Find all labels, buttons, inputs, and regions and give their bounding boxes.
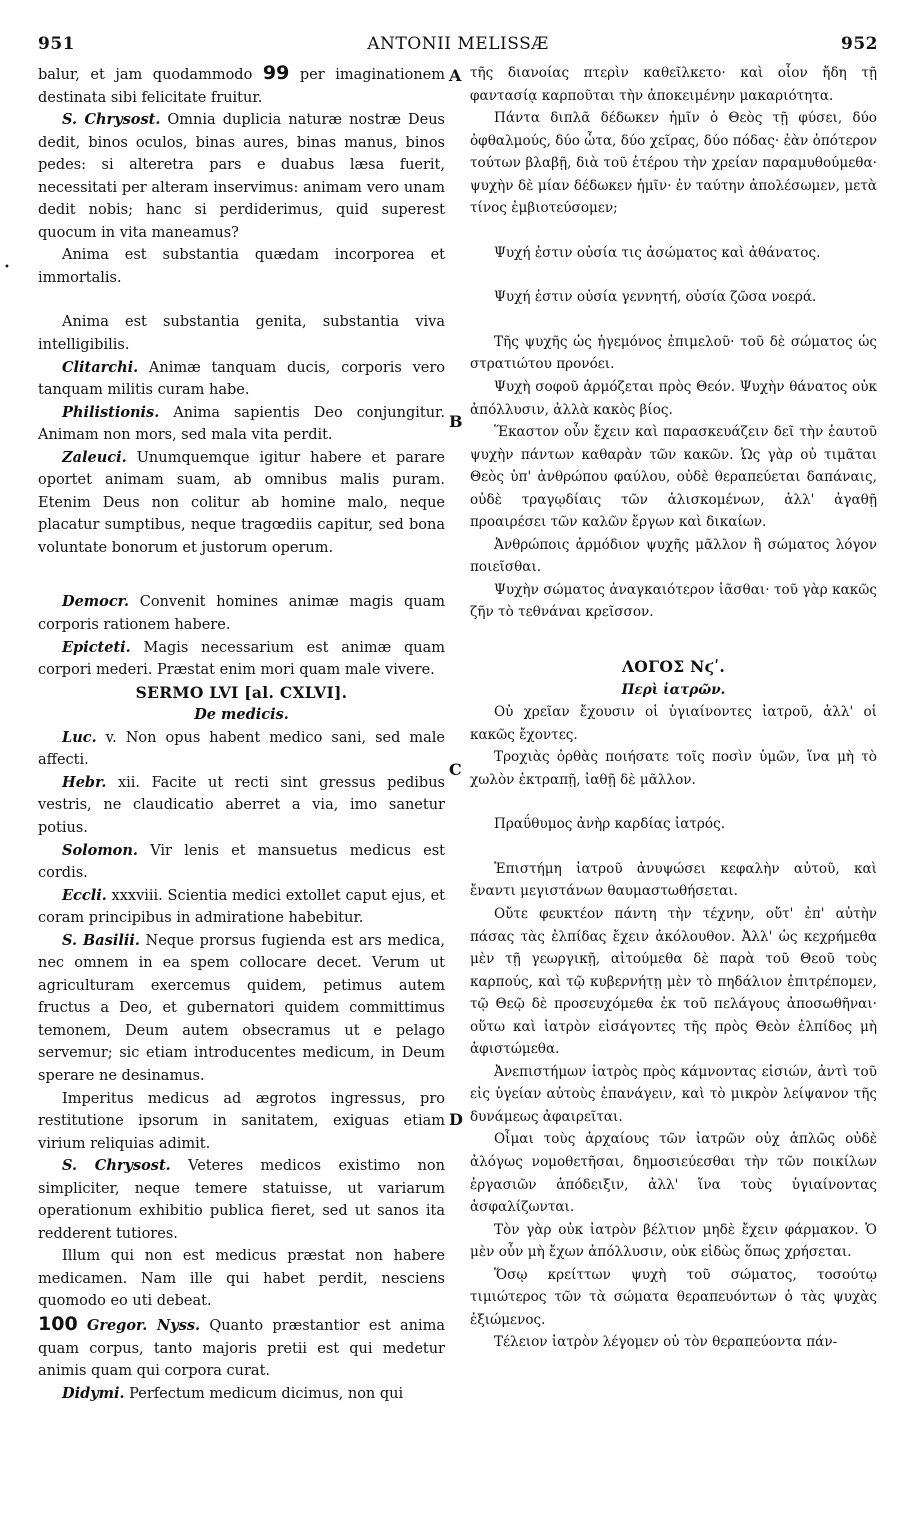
paragraph-clitarchi: Clitarchi. Animæ tanquam ducis, corporis vero tanquam militis curam habe. (38, 358, 446, 399)
logos-title: ΛΟΓΟΣ Νϛʹ. (621, 657, 726, 677)
margin-letter-d: D (449, 1110, 463, 1129)
greek-opening: τῆς διανοίας πτερὶν καθεῖλκετο· καὶ οἷον ἤδη τῇ φαντασίᾳ καρποῦται τὴν ἀποκειμένην μακαριότητα. (470, 65, 877, 104)
margin-letter-a: A (449, 66, 462, 85)
latin-column (38, 62, 445, 1405)
right-page-number: 952 (841, 34, 878, 54)
paragraph-didymi: Didymi. Perfectum medicum dicimus, non qui (62, 1384, 404, 1402)
left-page-number: 951 (38, 34, 75, 54)
greek-hoso: Ὅσῳ κρείττων ψυχὴ τοῦ σώματος, τοσούτῳ τιμιώτερος τῶν τὰ σώματα θεραπευόντων ὁ τὰς ψυχὰς ἐξιώμενος. (470, 1266, 877, 1328)
paragraph-chrysost: S. Chrysost. Omnia duplicia naturæ nostræ Deus dedit, binos oculos, binas aures, binas manus, binos pedes: si alteretra pars e duabus læsa fuerit, necessitati per alteram inservimus: animam vero unam dedit nobis; hanc si perdiderimus, quid superest quocum in vita maneamus? (38, 111, 445, 241)
margin-dot: • (4, 262, 10, 273)
paragraph-opening: balur, et jam quodammodo 99 per imaginationem destinata sibi felicitate fruitur. (38, 62, 445, 106)
running-title: ANTONII MELISSÆ (367, 34, 549, 54)
section-number-99: 99 (262, 62, 290, 84)
greek-psyche-1: Ψυχή ἐστιν οὐσία τις ἀσώματος καὶ ἀθάνατος. (494, 244, 821, 261)
greek-column (470, 62, 877, 1354)
paragraph-basilii: S. Basilii. Neque prorsus fugienda est ars medica, nec omnem in ea spem collocare decet. Verum ut agriculturam exercemus quidem, petimus autem fructus a Deo, et gubernatori quidem committimus temonem, Deum autem obsecramus ut e pelago servemur; sic etiam introducentes medicum, in Deum sperare ne desinamus. (38, 931, 446, 1084)
paragraph-luc: Luc. v. Non opus habent medico sani, sed male affecti. (38, 728, 446, 769)
greek-oimai: Οἶμαι τοὺς ἀρχαίους τῶν ἰατρῶν οὐχ ἁπλῶς οὐδὲ ἀλόγως νομοθετῆσαι, δημοσιεύεσθαι τὴν τῶν ποικίλων ἐργασιῶν ἀπόδειξιν, ἀλλ' ἵνα τοὺς ὑγιαίνοντας ἀσφαλίζωνται. (470, 1131, 877, 1216)
running-header (38, 34, 878, 58)
greek-tes-psyches: Τῆς ψυχῆς ὡς ἡγεμόνος ἐπιμελοῦ· τοῦ δὲ σώματος ὡς στρατιώτου προνόει. (470, 333, 877, 373)
greek-psyche-sophou: Ψυχὴ σοφοῦ ἁρμόζεται πρὸς Θεόν. Ψυχὴν θάνατος οὐκ ἀπόλλυσιν, ἀλλὰ κακὸς βίος. (470, 379, 877, 418)
greek-anepistemon: Ἀνεπιστήμων ἰατρὸς πρὸς κάμνοντας εἰσιών, ἀντὶ τοῦ εἰς ὑγείαν αὐτοὺς ἐπανάγειν, καὶ τὸ μικρὸν λείψανον τῆς δυνάμεως ἀφαιρεῖται. (470, 1063, 877, 1125)
greek-teleion: Τέλειον ἰατρὸν λέγομεν οὐ τὸν θεραπεύοντα πάν- (494, 1334, 838, 1351)
greek-hekaston: Ἕκαστον οὖν ἔχειν καὶ παρασκευάζειν δεῖ τὴν ἑαυτοῦ ψυχὴν πάντων καθαρὰν τῶν κακῶν. Ὡς γὰρ οὐ τιμᾶται Θεὸς ὑπ' ἀνθρώπου φαύλου, οὐδὲ θεραπεύεται δαπάναις, οὐδὲ τραγῳδίαις τῶν ἁλισκομένων, ἀλλ' ἀγαθῇ προαιρέσει τῶν καλῶν ἔργων καὶ δικαίων. (470, 424, 877, 531)
paragraph-anima-2: Anima est substantia genita, substantia viva intelligibilis. (38, 314, 445, 354)
paragraph-illum: Illum qui non est medicus præstat non habere medicamen. Nam ille qui habet perdit, nesciens quomodo eo uti debeat. (38, 1248, 445, 1310)
margin-letter-c: C (449, 760, 462, 779)
paragraph-anima-1: Anima est substantia quædam incorporea et immortalis. (38, 247, 445, 286)
paragraph-solomon: Solomon. Vir lenis et mansuetus medicus est cordis. (38, 841, 446, 882)
sermo-title: SERMO LVI [al. CXLVI]. (135, 682, 348, 702)
section-number-100: 100 (38, 1312, 78, 1335)
greek-panta: Πάντα διπλᾶ δέδωκεν ἡμῖν ὁ Θεὸς τῇ φύσει, δύο ὀφθαλμούς, δύο ὦτα, δύο χεῖρας, δύο πόδας· ἐὰν ὁπότερον τούτων βλαβῇ, διὰ τοῦ ἑτέρου τὴν χρείαν παραμυθούμεθα· ψυχὴν δὲ μίαν δέδωκεν ἡμῖν· ἐν ταύτην ἀπολέσωμεν, μετὰ τίνος ἐμβιοτεύσομεν; (470, 110, 877, 217)
greek-oute-pheukteon: Οὔτε φευκτέον πάντη τὴν τέχνην, οὔτ' ἐπ' αὐτὴν πάσας τὰς ἐλπίδας ἔχειν ἀκόλουθον. Ἀλλ' ὡς κεχρήμεθα μὲν τῇ γεωργικῇ, αἰτούμεθα δὲ παρὰ τοῦ Θεοῦ τοὺς καρπούς, καὶ τῷ κυβερνήτῃ μὲν τὸ πηδάλιον ἐπιτρέπομεν, τῷ Θεῷ δὲ προσευχόμεθα ἐκ τοῦ πελάγους ἀποσωθῆναι· οὕτω καὶ ἰατρὸν εἰσάγοντες τῆς πρὸς Θεὸν ἐλπίδος μὴ ἀφιστώμεθα. (470, 905, 877, 1058)
sermo-subtitle: De medicis. (194, 706, 289, 724)
paragraph-zaleuci: Zaleuci. Unumquemque igitur habere et parare oportet animam suam, ab omnibus malis puram. Etenim Deus non colitur ab homine malo, neque placatur sumptibus, neque tragœdiis capitur, sed bona voluntate bonorum et justorum operum. (38, 448, 445, 556)
greek-ton-gar: Τὸν γὰρ οὐκ ἰατρὸν βέλτιον μηδὲ ἔχειν φάρμακον. Ὁ μὲν οὖν μὴ ἔχων ἀπόλλυσιν, οὐκ εἰδὼς ὅπως χρήσεται. (470, 1221, 877, 1261)
greek-psychen-somatos: Ψυχὴν σώματος ἀναγκαιότερον ἰᾶσθαι· τοῦ γὰρ κακῶς ζῆν τὸ τεθνάναι κρεῖσσον. (470, 581, 877, 621)
paragraph-epicteti: Epicteti. Magis necessarium est animæ quam corpori mederi. Præstat enim mori quam male vivere. (38, 638, 445, 679)
greek-psyche-2: Ψυχή ἐστιν οὐσία γεννητή, οὐσία ζῶσα νοερά. (494, 289, 817, 306)
greek-trochias: Τροχιὰς ὀρθὰς ποιήσατε τοῖς ποσὶν ὑμῶν, ἵνα μὴ τὸ χωλὸν ἐκτραπῇ, ἰαθῇ δὲ μᾶλλον. (470, 749, 877, 788)
paragraph-eccli: Eccli. xxxviii. Scientia medici extollet caput ejus, et coram principibus in admiratione habebitur. (38, 886, 446, 927)
greek-ou-chreian: Οὐ χρεῖαν ἔχουσιν οἱ ὑγιαίνοντες ἰατροῦ, ἀλλ' οἱ κακῶς ἔχοντες. (470, 704, 877, 743)
paragraph-imperitus: Imperitus medicus ad ægrotos ingressus, pro restitutione ipsorum in sanitatem, exiguas etiam virium reliquias adimit. (38, 1090, 445, 1152)
paragraph-philistionis: Philistionis. Anima sapientis Deo conjungitur. Animam non mors, sed mala vita perdit. (38, 403, 445, 444)
greek-prathymos: Πραΰθυμος ἀνὴρ καρδίας ἰατρός. (494, 816, 726, 833)
paragraph-chrysost-2: S. Chrysost. Veteres medicos existimo non simpliciter, neque temere statuisse, ut variarum operationum exhibitio publica fieret, sed ut sanos ita redderent tutiores. (38, 1157, 445, 1242)
logos-subtitle: Περὶ ἰατρῶν. (621, 681, 726, 698)
paragraph-democr: Democr. Convenit homines animæ magis quam corporis rationem habere. (38, 593, 445, 634)
paragraph-gregor: 100 Gregor. Nyss. Quanto præstantior est anima quam corpus, tanto majoris pretii est qui medetur animis quam qui corpora curat. (38, 1312, 445, 1380)
greek-episteme: Ἐπιστήμη ἰατροῦ ἀνυψώσει κεφαλὴν αὐτοῦ, καὶ ἔναντι μεγιστάνων θαυμαστωθήσεται. (470, 860, 877, 900)
attribution: S. Chrysost. (62, 111, 161, 129)
paragraph-hebr: Hebr. xii. Facite ut recti sint gressus pedibus vestris, ne claudicatio aberret a via, imo sanetur potius. (38, 773, 445, 836)
greek-anthropois: Ἀνθρώποις ἁρμόδιον ψυχῆς μᾶλλον ἢ σώματος λόγον ποιεῖσθαι. (470, 536, 877, 576)
margin-letter-b: B (449, 412, 463, 431)
